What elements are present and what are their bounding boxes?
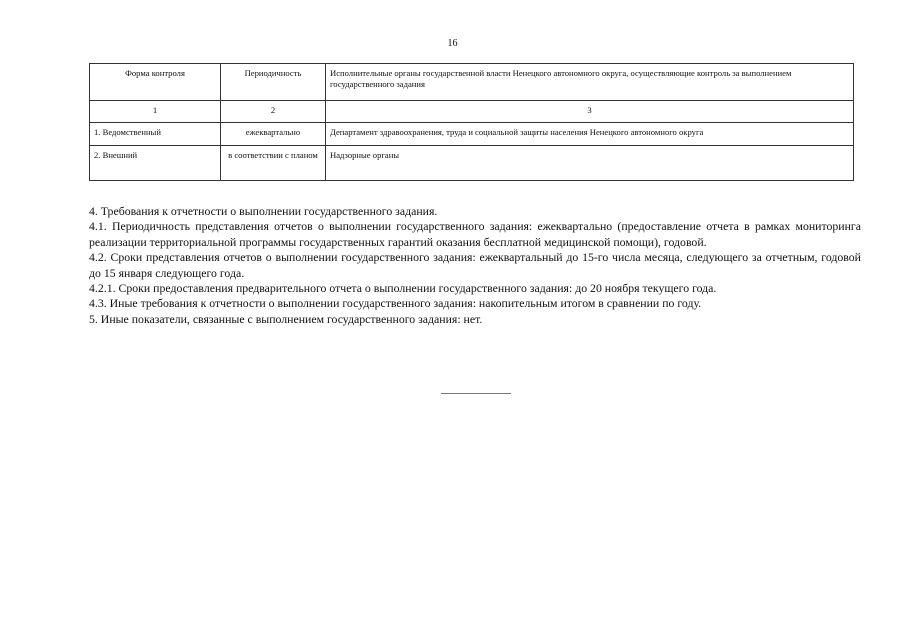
cell-executive-body: Департамент здравоохранения, труда и социальной защиты населения Ненецкого автономного округа (326, 123, 854, 146)
cell-periodicity: в соответствии с планом (221, 146, 326, 181)
header-periodicity: Периодичность (221, 64, 326, 101)
paragraph-4-2-1: 4.2.1. Сроки предоставления предварительного отчета о выполнении государственного задания: до 20 ноября текущего года. (89, 281, 717, 296)
cell-control-form: 1. Ведомственный (90, 123, 221, 146)
section-4-heading: 4. Требования к отчетности о выполнении государственного задания. (89, 204, 438, 218)
header-control-form: Форма контроля (90, 64, 221, 101)
column-number-1: 1 (90, 101, 221, 123)
paragraph-4-2: 4.2. Сроки представления отчетов о выполнении государственного задания: ежеквартальный до 15-го числа месяца, следующего за отчетным, годовой до 15 января следующего года. (89, 250, 861, 280)
table-header-row (90, 64, 854, 101)
cell-periodicity: ежеквартально (221, 123, 326, 146)
paragraph-5: 5. Иные показатели, связанные с выполнением государственного задания: нет. (89, 311, 483, 326)
cell-executive-body: Надзорные органы (326, 146, 854, 181)
end-divider-line (441, 393, 511, 394)
cell-control-form: 2. Внешний (90, 146, 221, 181)
control-table (89, 63, 854, 181)
table-row (90, 146, 854, 181)
table-row (90, 123, 854, 146)
paragraph-4-3: 4.3. Иные требования к отчетности о выполнении государственного задания: накопительным итогом в сравнении по году. (89, 296, 702, 311)
reporting-requirements-text (89, 204, 861, 327)
column-number-3: 3 (326, 101, 854, 123)
table-column-numbers-row (90, 101, 854, 123)
page-number: 16 (447, 38, 458, 49)
header-executive-bodies: Исполнительные органы государственной власти Ненецкого автономного округа, осуществляющие контроль за выполнением государственного задания (326, 64, 854, 101)
column-number-2: 2 (221, 101, 326, 123)
paragraph-4-1: 4.1. Периодичность представления отчетов о выполнении государственного задания: ежеквартально (предоставление отчета в рамках мониторинга реализации территориальной программы государственных гарантий оказания бесплатной медицинской помощи), годовой. (89, 219, 861, 249)
